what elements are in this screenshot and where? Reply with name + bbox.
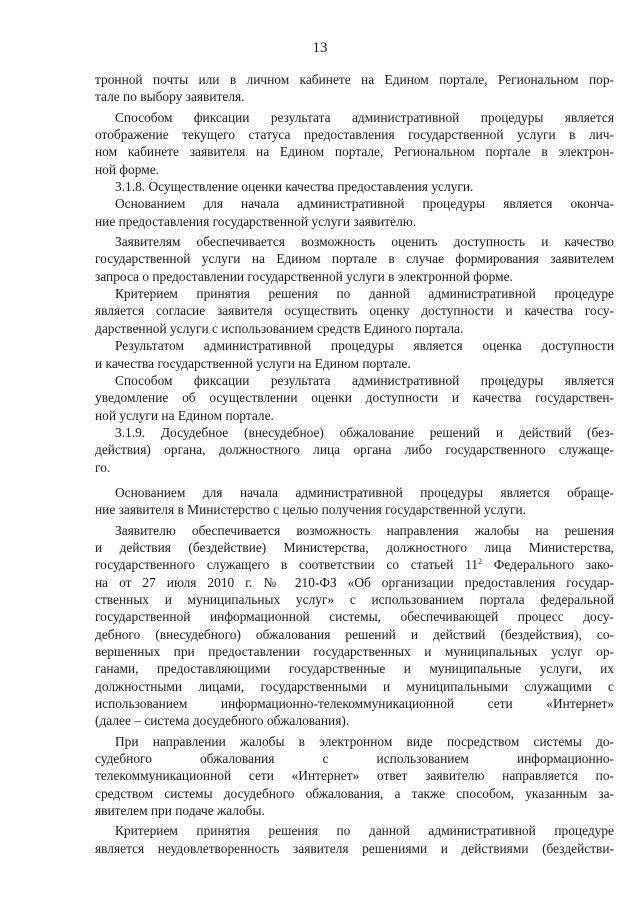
text-line: Заявителям обеспечивается возможность оценить доступность и качество <box>115 234 614 250</box>
text-line: ганами, предоставляющими государственные и муниципальные услуги, их <box>95 661 614 677</box>
text-line: запроса о предоставлении государственной услуги в электронной форме. <box>95 268 513 284</box>
text-line: отображение текущего статуса предоставления государственной услуги в лич- <box>95 127 614 143</box>
text-line: дебного (внесудебного) обжалования решений и действий (бездействия), со- <box>95 626 614 642</box>
text-line: Критерием принятия решения по данной административной процедуре <box>115 823 614 839</box>
text-line: телекоммуникационной сети «Интернет» ответ заявителю направляется по- <box>95 768 614 784</box>
section-heading: 3.1.9. Досудебное (внесудебное) обжалование решений и действий (без- <box>115 424 614 440</box>
text-line: вершенных при предоставлении государственных и муниципальных услуг ор- <box>95 644 614 659</box>
text-line: судебного обжалования с использованием информационно- <box>95 751 614 767</box>
text-line: Способом фиксации результата административной процедуры является <box>115 109 614 125</box>
text-line: ние заявителя в Министерство с целью получения государственной услуги. <box>95 502 526 518</box>
text-line: использованием информационно-телекоммуникационной сети «Интернет» <box>95 696 614 712</box>
section-heading: 3.1.8. Осуществление оценки качества предоставления услуги. <box>115 179 474 195</box>
superscript: 2 <box>478 557 482 567</box>
text-line: Критерием принятия решения по данной административной процедуре <box>115 286 614 302</box>
document-body <box>95 71 614 857</box>
text-line: действия) органа, должностного лица органа либо государственного служаще- <box>95 442 614 458</box>
text-line: должностными лицами, государственными и муниципальными служащими с <box>95 678 614 694</box>
text-line: Заявителю обеспечивается возможность направления жалобы на решения <box>115 522 614 538</box>
text-line: дарственной услуги с использованием средств Единого портала. <box>95 320 464 336</box>
text-line: и качества государственной услуги на Едином портале. <box>95 355 411 371</box>
text-line: тронной почты или в личном кабинете на Едином портале, Региональном пор- <box>95 72 614 87</box>
page-number: 13 <box>312 40 328 56</box>
text-line: государственной услуги на Едином портале в случае формирования заявителем <box>95 251 614 267</box>
text-line: го. <box>95 459 111 475</box>
text-line: является согласие заявителя осуществить оценку доступности и качества госу- <box>95 303 614 319</box>
text-line: ном кабинете заявителя на Едином портале, Региональном портале в электрон- <box>95 144 614 160</box>
text-line: Основанием для начала административной процедуры является обраще- <box>115 484 614 500</box>
text-line: средством системы досудебного обжалования, а также способом, указанным за- <box>95 785 614 801</box>
text-line: ственных и муниципальных услуг» с использованием портала федеральной <box>95 591 614 607</box>
text-line: ние предоставления государственной услуги заявителю. <box>95 213 417 229</box>
text-line: ной услуги на Едином портале. <box>95 407 274 423</box>
text-line: уведомление об осуществлении оценки доступности и качества государствен- <box>95 390 614 406</box>
text-line: тале по выбору заявителя. <box>95 89 245 105</box>
text-line: на от 27 июля 2010 г. № 210-ФЗ «Об организации предоставления государ- <box>95 574 614 590</box>
text-line: явителем при подаче жалобы. <box>95 803 265 819</box>
text-line: Результатом административной процедуры является оценка доступности <box>115 338 614 354</box>
text-line: государственной информационной системы, обеспечивающей процесс досу- <box>95 609 614 625</box>
text-segment: государственного служащего в соответствии со статьей 11 <box>95 557 478 573</box>
text-line: Основанием для начала административной процедуры является оконча- <box>115 196 614 212</box>
text-line: ной форме. <box>95 161 160 177</box>
text-line: При направлении жалобы в электронном виде посредством системы до- <box>115 733 614 749</box>
text-line: Способом фиксации результата административной процедуры является <box>115 372 614 388</box>
text-line-with-superscript <box>95 556 614 573</box>
text-line: и действия (бездействие) Министерства, должностного лица Министерства, <box>95 539 614 555</box>
text-segment: Федерального зако- <box>482 557 615 573</box>
text-line: является неудовлетворенность заявителя решениями и действиями (бездействи- <box>95 840 614 856</box>
text-line: (далее – система досудебного обжалования). <box>95 713 350 729</box>
